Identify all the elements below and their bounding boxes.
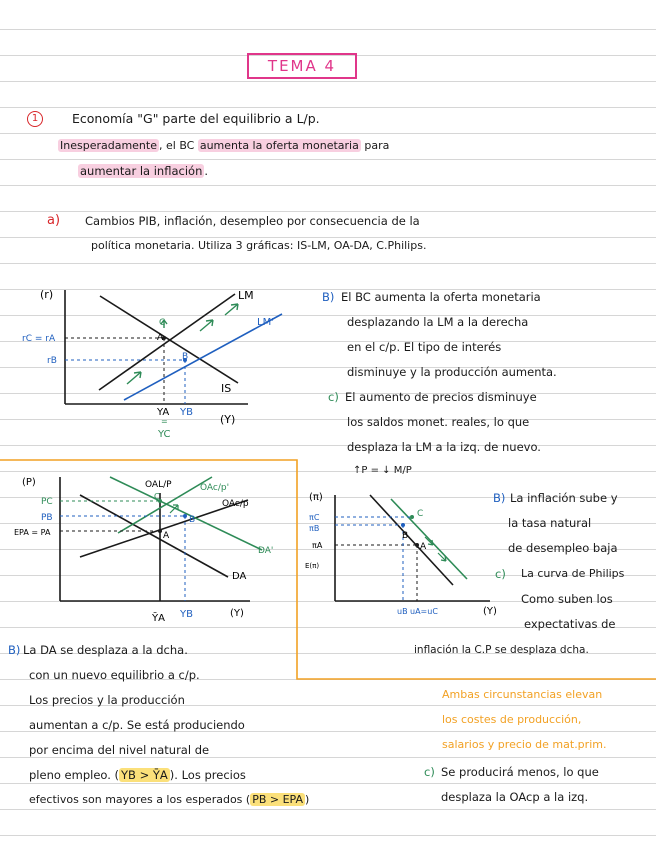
pt-c-label: C <box>417 509 424 519</box>
bottom-c-label: c) <box>424 765 435 779</box>
part-a-label: a) <box>47 213 61 228</box>
islm-y-label: (r) <box>40 288 54 301</box>
philips-c-line4: inflación la C.P se desplaza dcha. <box>414 644 589 656</box>
oacp-label: OAc/p <box>222 499 249 509</box>
shift-arrow-icon <box>127 372 141 384</box>
hl-inesperadamente: Inesperadamente <box>60 139 157 152</box>
is-curve <box>100 296 238 383</box>
bottom-line7-a: efectivos son mayores a los esperados ( <box>29 793 251 806</box>
ua-uc-label: uA=uC <box>410 607 438 616</box>
oada-x-label: (Y) <box>230 608 244 619</box>
yc-label: YC <box>158 429 171 440</box>
hl-aumenta-oferta: aumenta la oferta monetaria <box>199 139 359 152</box>
oalp-label: OAL/P <box>145 480 172 490</box>
pt-a-label: A <box>157 333 164 343</box>
point-b <box>183 514 187 518</box>
pc-label: PC <box>41 497 53 507</box>
philips-b-line2: la tasa natural <box>508 516 592 530</box>
q1-line3-end: . <box>204 164 209 178</box>
philips-c-line1: La curva de Philips <box>521 567 625 580</box>
orange-line2: los costes de producción, <box>442 713 582 726</box>
point-b <box>401 523 405 527</box>
philips-b-line1: La inflación sube y <box>510 491 618 505</box>
orange-line3: salarios y precio de mat.prim. <box>442 738 607 751</box>
philips-b-line3: de desempleo baja <box>508 541 618 555</box>
islm-x-label: (Y) <box>220 413 236 426</box>
bottom-line3: Los precios y la producción <box>29 693 185 707</box>
pb-label: PB <box>41 513 53 523</box>
yb-label: YB <box>180 609 193 620</box>
bottom-line1: La DA se desplaza a la dcha. <box>23 643 188 657</box>
epi-label: E(π) <box>305 562 320 570</box>
bottom-line7 <box>29 793 309 807</box>
part-a-line1: Cambios PIB, inflación, desempleo por consecuencia de la <box>85 214 420 228</box>
oacp2-label: OAc/p' <box>200 483 230 493</box>
pt-a-label: A <box>163 531 170 541</box>
pt-b-label: B <box>189 515 196 525</box>
pt-b-label: B <box>182 352 189 362</box>
is-label: IS <box>221 382 232 395</box>
q1-line2 <box>58 139 389 153</box>
notes-b-label: B) <box>322 290 335 304</box>
rc-ra-label: rC = rA <box>22 334 56 344</box>
lm2-label: LM' <box>257 317 274 328</box>
pt-a-label: A <box>420 542 427 552</box>
pt-c-label: C <box>159 318 166 328</box>
bottom-line6-a: pleno empleo. ( <box>29 768 120 782</box>
ub-label: uB <box>397 607 408 616</box>
bottom-line6 <box>29 768 246 782</box>
part-a-line2: política monetaria. Utiliza 3 gráficas: IS-LM, OA-DA, C.Philips. <box>91 239 427 252</box>
philips-c-line2: Como suben los <box>521 592 613 606</box>
pt-c-label: C <box>154 492 160 501</box>
oada-y-label: (P) <box>22 477 36 488</box>
notes-c-label: c) <box>328 390 339 404</box>
ya-label: YA <box>157 407 170 418</box>
lm-label: LM <box>238 289 254 302</box>
shift-arrow-icon <box>225 304 238 315</box>
philips-y-label: (π) <box>309 492 323 503</box>
q1-line2-mid: , el BC <box>159 139 198 152</box>
notes-b-line1: El BC aumenta la oferta monetaria <box>341 290 541 304</box>
q1-line1: Economía "G" parte del equilibrio a L/p. <box>72 111 320 126</box>
shift-arrow-icon <box>438 553 446 561</box>
point-c <box>410 515 414 519</box>
hl-yb-ya: YB > ȲA <box>121 768 168 782</box>
philips-graph <box>295 485 505 620</box>
page-title: TEMA 4 <box>247 53 357 79</box>
bottom-line7-b: ) <box>304 793 310 806</box>
notes-b-line4: disminuye y la producción aumenta. <box>347 365 557 379</box>
philips-curve <box>370 495 453 585</box>
bottom-line5: por encima del nivel natural de <box>29 743 210 757</box>
philips-c-label: c) <box>495 567 506 581</box>
formula: ↑P = ↓ M/P <box>353 465 412 476</box>
notes-c-line1: El aumento de precios disminuye <box>345 390 537 404</box>
question-number: 1 <box>27 111 43 127</box>
philips-c-line3: expectativas de <box>524 617 616 631</box>
q1-line3 <box>78 164 208 178</box>
bottom-c-line2: desplaza la OAcp a la izq. <box>441 790 589 804</box>
philips-b-label: B) <box>493 491 506 505</box>
ya-bar-label: ȲA <box>152 613 165 624</box>
notes-b-line3: en el c/p. El tipo de interés <box>347 340 502 354</box>
pib-label: πB <box>309 524 320 533</box>
rb-label: rB <box>47 356 57 366</box>
shift-arrow-icon <box>200 320 213 331</box>
pic-label: πC <box>309 513 320 522</box>
hl-pb-epa: PB > EPA <box>252 793 303 806</box>
pt-b-label: B <box>402 531 409 541</box>
pia-label: πA <box>312 541 323 550</box>
da-label: DA <box>232 571 247 582</box>
epa-label: EPA = PA <box>14 528 51 537</box>
bottom-line4: aumentan a c/p. Se está produciendo <box>29 718 245 732</box>
da-curve <box>80 495 228 577</box>
bottom-line6-b: ). Los precios <box>169 768 246 782</box>
point-a <box>158 529 162 533</box>
notes-c-line2: los saldos monet. reales, lo que <box>347 415 530 429</box>
islm-graph <box>0 280 320 445</box>
bottom-c-line1: Se producirá menos, lo que <box>441 765 599 779</box>
point-a <box>415 543 419 547</box>
oada-graph <box>0 465 300 635</box>
notes-c-line3: desplaza la LM a la izq. de nuevo. <box>347 440 541 454</box>
hl-aumentar-inflacion: aumentar la inflación <box>80 164 203 178</box>
orange-line1: Ambas circunstancias elevan <box>442 688 603 701</box>
eq-sign: = <box>161 417 168 426</box>
notes-b-line2: desplazando la LM a la derecha <box>347 315 529 329</box>
q1-line2-end: para <box>360 139 390 152</box>
bottom-line2: con un nuevo equilibrio a c/p. <box>29 668 200 682</box>
da2-label: DA' <box>258 546 274 556</box>
yb-label: YB <box>180 407 193 418</box>
bottom-b-label: B) <box>8 643 21 657</box>
philips-x-label: (Y) <box>483 606 497 617</box>
